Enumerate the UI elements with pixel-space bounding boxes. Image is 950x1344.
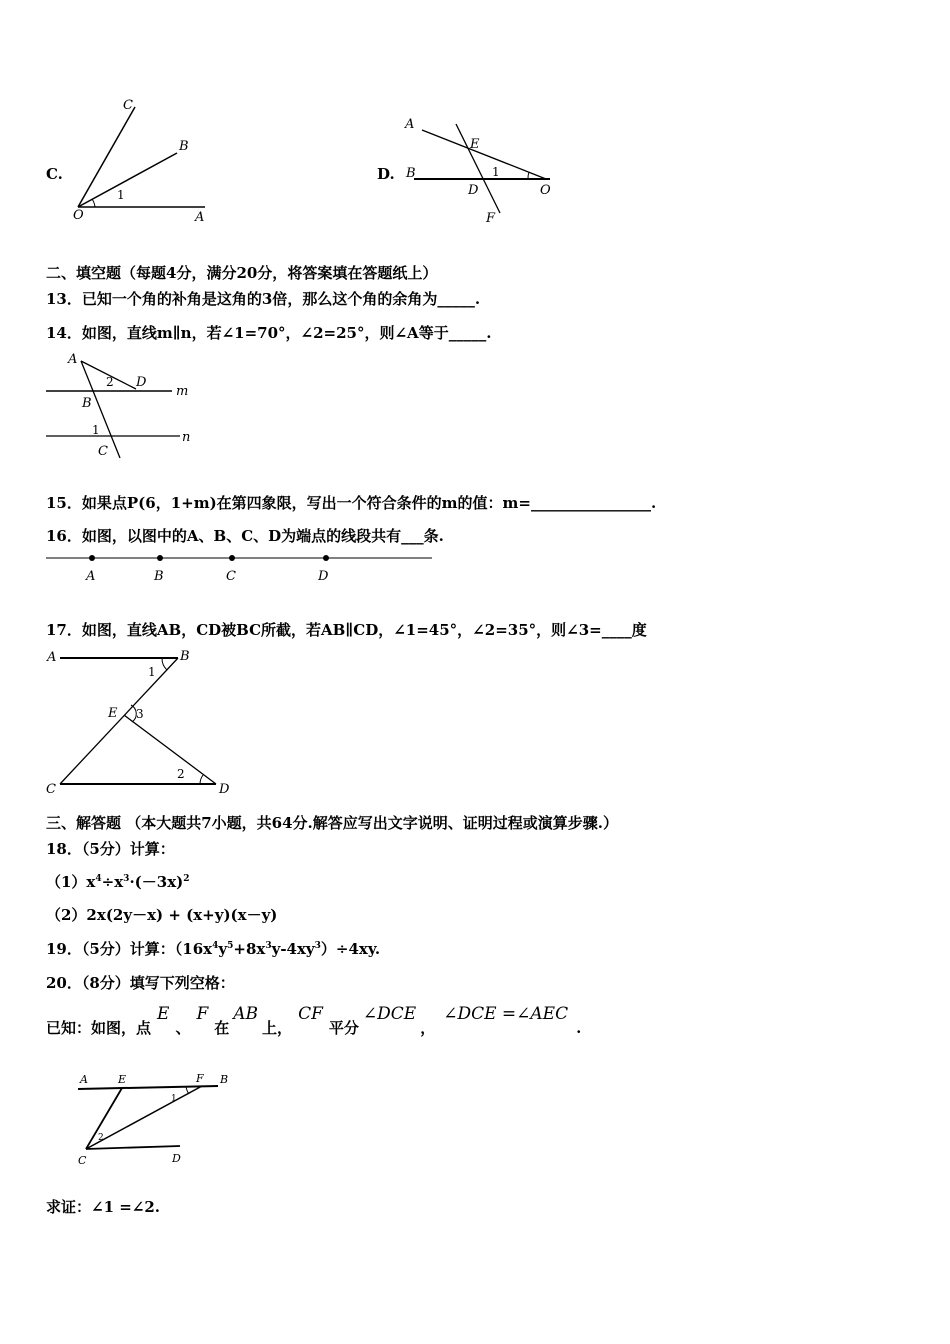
figure-20 bbox=[70, 1068, 240, 1168]
question-18-part-2: （2）2x(2y－x) + (x+y)(x－y) bbox=[46, 906, 278, 924]
fig14-angle-1: 1 bbox=[92, 423, 100, 437]
fig14-label-n: n bbox=[182, 430, 191, 445]
fig20-label-a: A bbox=[80, 1073, 88, 1086]
fig14-label-d: D bbox=[136, 375, 147, 390]
figure-14 bbox=[44, 348, 204, 463]
prove-statement: 求证：∠1 =∠2. bbox=[46, 1198, 161, 1216]
fig-c-label-o: O bbox=[73, 208, 84, 223]
section-2-title: 二、填空题（每题4分，满分20分，将答案填在答题纸上） bbox=[46, 264, 438, 282]
question-17: 17．如图，直线AB，CD被BC所截，若AB∥CD，∠1=45°，∠2=35°，则∠3=____度 bbox=[46, 621, 647, 639]
figure-17 bbox=[44, 645, 244, 800]
fig-c-label-a: A bbox=[195, 210, 205, 225]
fig14-label-a: A bbox=[68, 352, 78, 367]
fig17-label-a: A bbox=[47, 650, 57, 665]
fig14-label-m: m bbox=[176, 384, 189, 399]
option-c-label: C. bbox=[46, 165, 63, 183]
fig20-angle-2: 2 bbox=[98, 1133, 104, 1143]
figure-d bbox=[400, 110, 570, 230]
question-20-known: 已知：如图，点E、F在AB上，CF平分∠DCE，∠DCE =∠AEC. bbox=[46, 1004, 582, 1037]
fig14-angle-2: 2 bbox=[106, 375, 114, 389]
fig-c-label-b: B bbox=[179, 139, 189, 154]
fig-c-angle-1: 1 bbox=[117, 188, 125, 202]
fig-d-angle-1: 1 bbox=[492, 165, 500, 179]
fig-d-label-b: B bbox=[406, 166, 416, 181]
fig17-angle-2: 2 bbox=[177, 767, 185, 781]
fig-d-label-f: F bbox=[486, 211, 496, 226]
fig-d-label-o: O bbox=[540, 183, 551, 198]
fig17-label-b: B bbox=[180, 649, 190, 664]
figure-c bbox=[65, 95, 225, 230]
fig20-label-f: F bbox=[196, 1072, 204, 1085]
figure-16 bbox=[44, 548, 436, 588]
fig-d-label-d: D bbox=[468, 183, 479, 198]
fig20-angle-1: 1 bbox=[171, 1094, 177, 1104]
question-20: 20．（8分）填写下列空格： bbox=[46, 974, 235, 992]
question-13: 13．已知一个角的补角是这角的3倍，那么这个角的余角为_____. bbox=[46, 290, 481, 308]
section-3-title: 三、解答题 （本大题共7小题，共64分.解答应写出文字说明、证明过程或演算步骤.） bbox=[46, 814, 618, 832]
fig17-label-e: E bbox=[108, 706, 118, 721]
question-18-part-1: $(1)x^4\div x^3\cdot(-3x)^2$ bbox=[46, 873, 190, 891]
fig16-label-b: B bbox=[154, 569, 164, 584]
fig20-label-b: B bbox=[220, 1073, 229, 1086]
fig16-label-d: D bbox=[318, 569, 329, 584]
fig14-label-b: B bbox=[82, 396, 92, 411]
question-16: 16．如图，以图中的A、B、C、D为端点的线段共有___条. bbox=[46, 527, 444, 545]
fig-c-label-c: C bbox=[123, 98, 133, 113]
fig17-label-d: D bbox=[219, 782, 230, 797]
fig14-label-c: C bbox=[98, 444, 108, 459]
fig16-label-c: C bbox=[226, 569, 236, 584]
fig17-angle-3: 3 bbox=[136, 707, 144, 721]
fig20-label-d: D bbox=[172, 1152, 181, 1165]
fig17-label-c: C bbox=[46, 782, 56, 797]
option-d-label: D. bbox=[377, 165, 395, 183]
fig-d-label-e: E bbox=[470, 137, 480, 152]
fig17-angle-1: 1 bbox=[148, 665, 156, 679]
fig16-label-a: A bbox=[86, 569, 96, 584]
fig-d-label-a: A bbox=[405, 117, 415, 132]
fig20-label-c: C bbox=[78, 1154, 87, 1167]
question-19: 19．（5分）计算：$(16x^4y^5+8x^3y-4xy^3)\div 4xy$. bbox=[46, 940, 381, 958]
fig20-label-e: E bbox=[118, 1073, 127, 1086]
question-18: 18．（5分）计算： bbox=[46, 840, 175, 858]
question-14: 14．如图，直线m∥n，若∠1=70°，∠2=25°，则∠A等于_____. bbox=[46, 324, 492, 342]
question-15: 15．如果点P(6，1+m)在第四象限，写出一个符合条件的m的值：m=________________. bbox=[46, 494, 657, 512]
